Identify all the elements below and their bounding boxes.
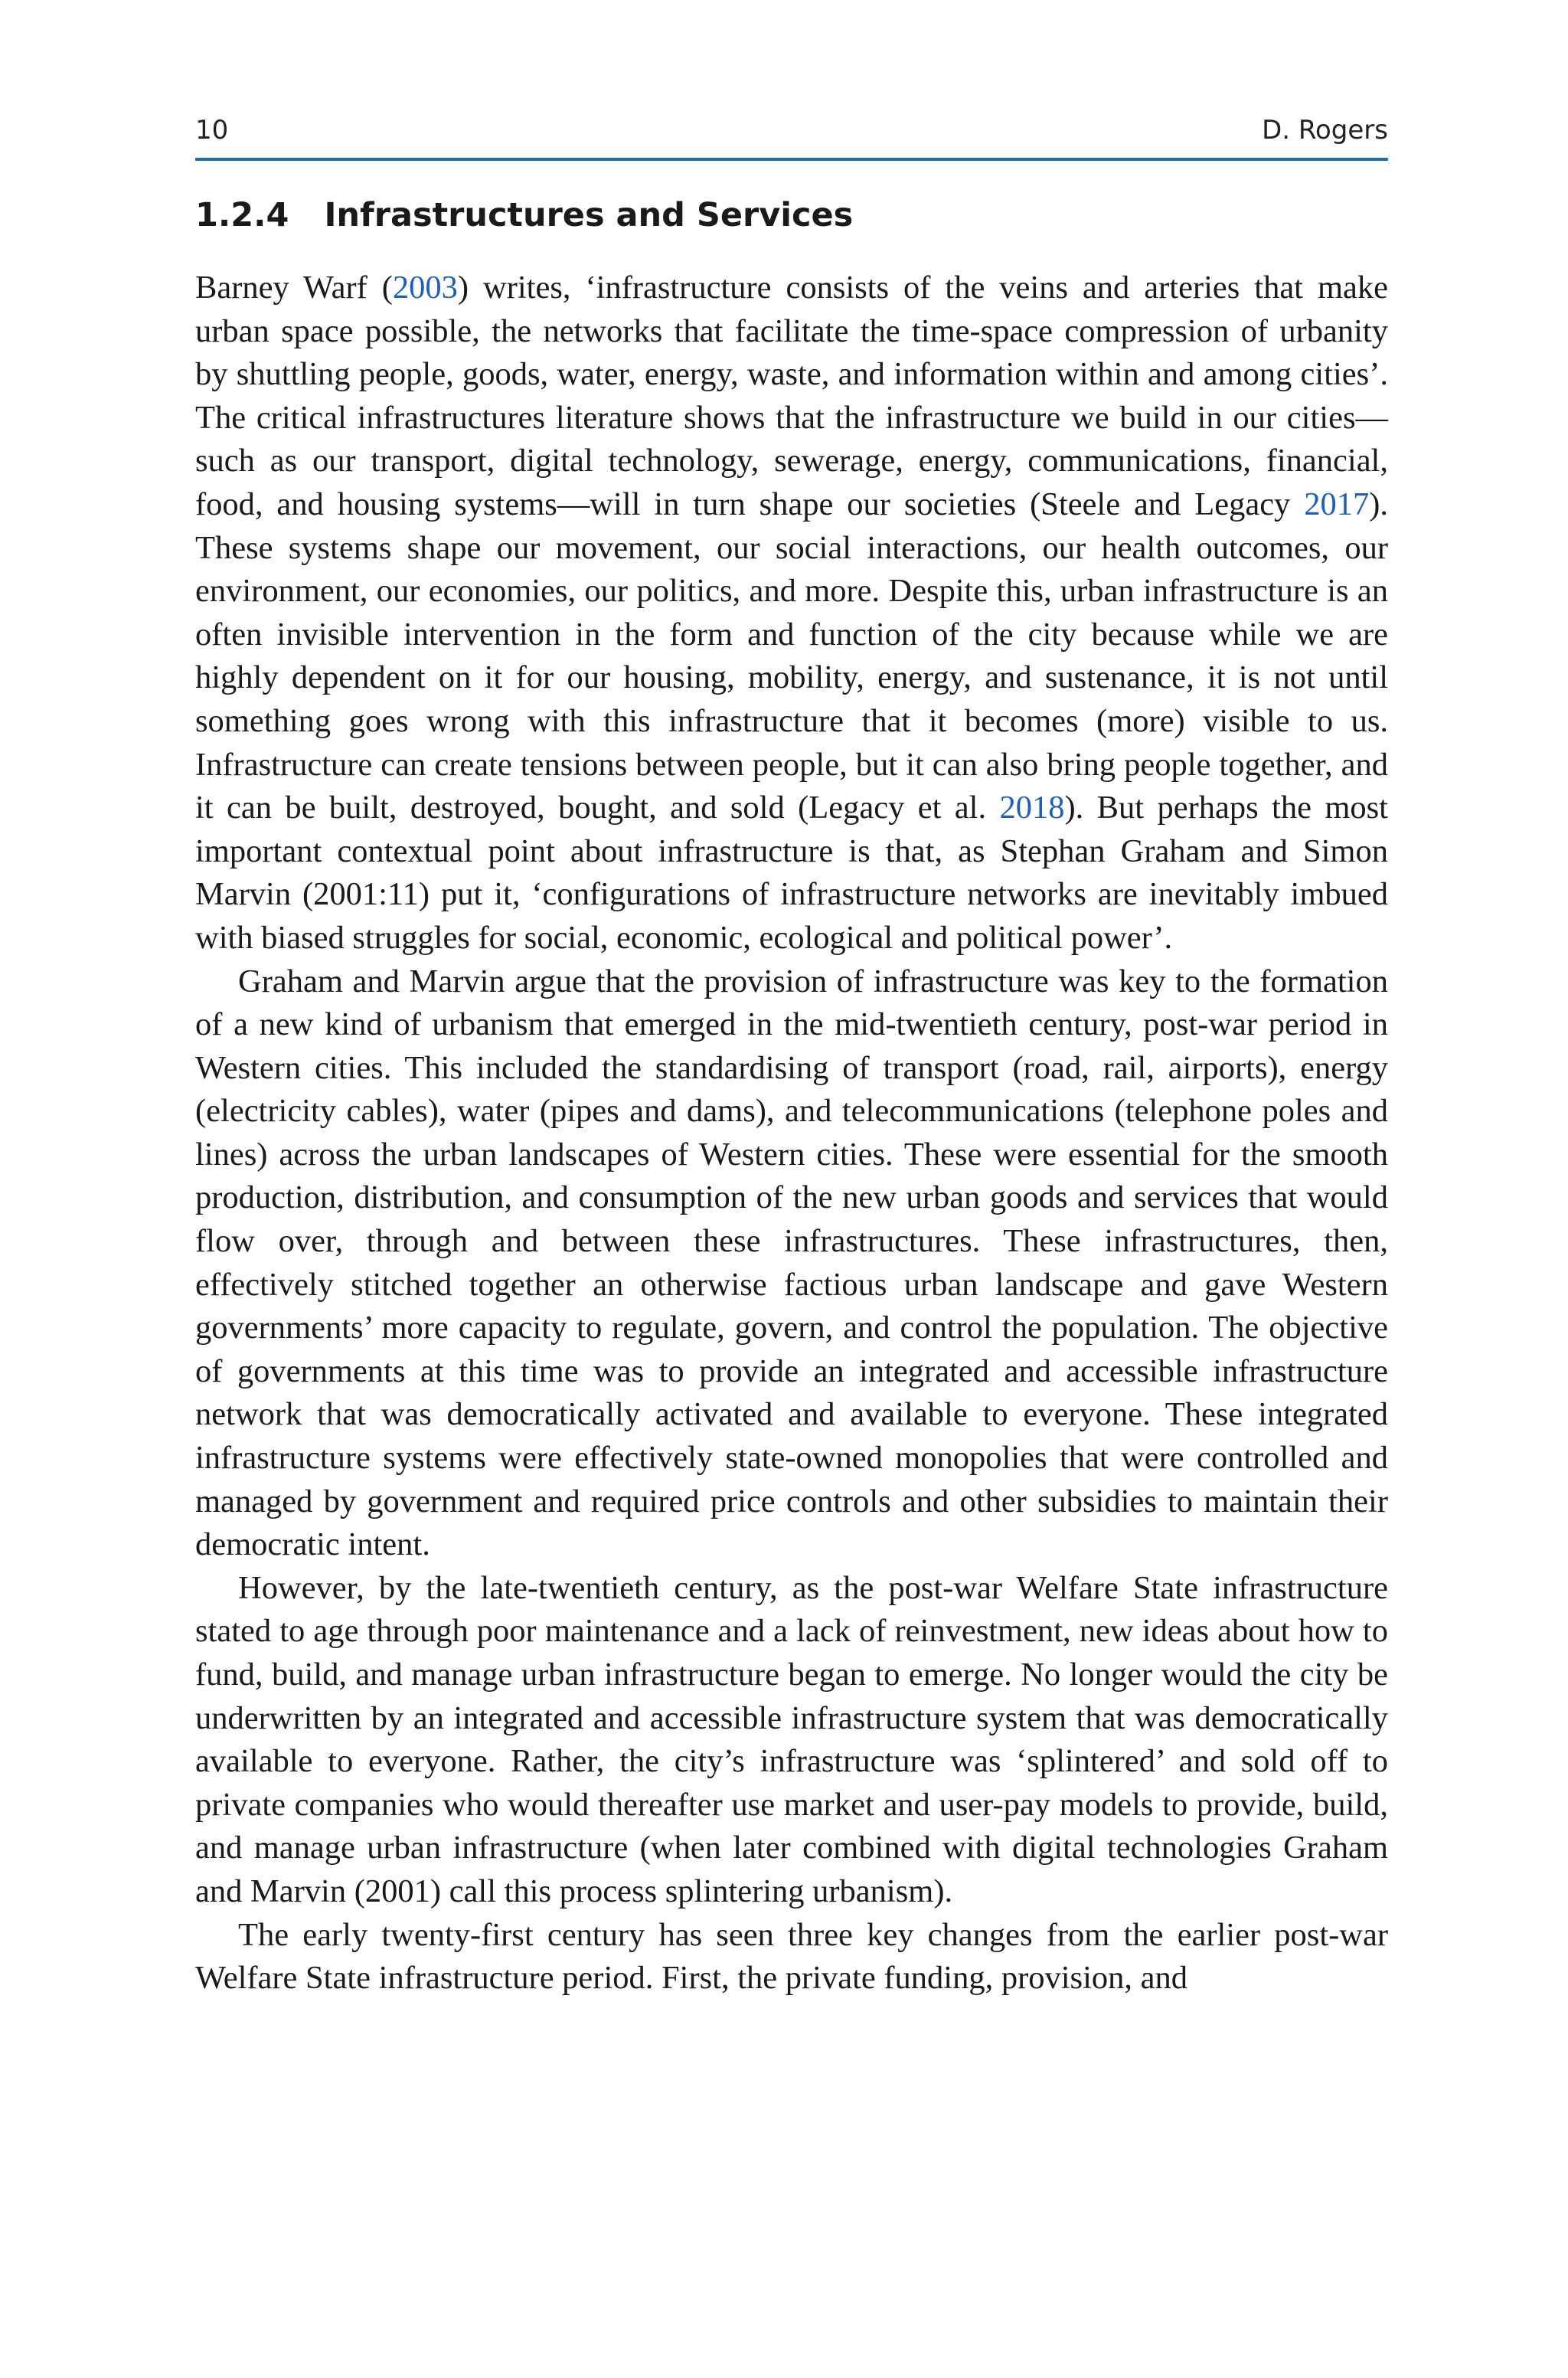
paragraph-text: Barney Warf ( [195, 270, 393, 306]
paragraph-text: The early twenty-first century has seen three key changes from the earlier post-war Welfare State infrastructure period. First, the private funding, provision, and [195, 1916, 1388, 1997]
body-text [195, 267, 1388, 2000]
paragraph-4 [195, 1914, 1388, 2000]
paragraph-1 [195, 267, 1388, 960]
citation-link[interactable]: 2017 [1304, 486, 1370, 522]
running-head-author: D. Rogers [1262, 115, 1388, 146]
paragraph-text: ). But perhaps the most important contextual point about infrastructure is that, as Stephan Graham and Simon Marvin (2001:11) put it, ‘configurations of infrastructure networks are inevitably imbued with biased struggles for social, economic, ecological and political power’. [195, 790, 1388, 956]
paragraph-2 [195, 960, 1388, 1567]
section-heading [195, 196, 1388, 234]
citation-link[interactable]: 2018 [999, 790, 1065, 826]
paragraph-3 [195, 1567, 1388, 1914]
paragraph-text: Graham and Marvin argue that the provision of infrastructure was key to the formation of a new kind of urbanism that emerged in the mid-twentieth century, post-war period in Western cities. This included the standardising of transport (road, rail, airports), energy (electricity cables), water (pipes and dams), and telecommunications (telephone poles and lines) across the urban landscapes of Western cities. These were essential for the smooth production, distribution, and consumption of the new urban goods and services that would flow over, through and between these infrastructures. These infrastructures, then, effectively stitched together an otherwise factious urban landscape and gave Western governments’ more capacity to regulate, govern, and control the population. The objective of governments at this time was to provide an integrated and accessible infrastructure network that was democratically activated and available to everyone. These integrated infrastructure systems were effectively state-owned monopolies that were controlled and managed by government and required price controls and other subsidies to maintain their democratic intent. [195, 963, 1388, 1563]
paragraph-text: However, by the late-twentieth century, as the post-war Welfare State infrastructure stated to age through poor maintenance and a lack of reinvestment, new ideas about how to fund, build, and manage urban infrastructure began to emerge. No longer would the city be underwritten by an integrated and accessible infrastructure system that was democratically available to everyone. Rather, the city’s infrastructure was ‘splintered’ and sold off to private companies who would thereafter use market and user-pay models to provide, build, and manage urban infrastructure (when later combined with digital technologies Graham and Marvin (2001) call this process splintering urbanism). [195, 1569, 1388, 1909]
page-number: 10 [195, 115, 229, 146]
section-title: Infrastructures and Services [324, 196, 854, 234]
running-head [195, 115, 1388, 161]
paragraph-text: ) writes, ‘infrastructure consists of the veins and arteries that make urban space possible, the networks that facilitate the time-space compression of urbanity by shuttling people, goods, water, energy, waste, and information within and among cities’. The critical infrastructures literature shows that the infrastructure we build in our cities—such as our transport, digital technology, sewerage, energy, communications, financial, food, and housing systems—will in turn shape our societies (Steele and Legacy [195, 270, 1388, 522]
section-number: 1.2.4 [195, 196, 289, 234]
paragraph-text: ). These systems shape our movement, our social interactions, our health outcomes, our environment, our economies, our politics, and more. Despite this, urban infrastructure is an often invisible intervention in the form and function of the city because while we are highly dependent on it for our housing, mobility, energy, and sustenance, it is not until something goes wrong with this infrastructure that it becomes (more) visible to us. Infrastructure can create tensions between people, but it can also bring people together, and it can be built, destroyed, bought, and sold (Legacy et al. [195, 486, 1388, 826]
citation-link[interactable]: 2003 [392, 270, 458, 306]
book-page [195, 115, 1388, 2000]
